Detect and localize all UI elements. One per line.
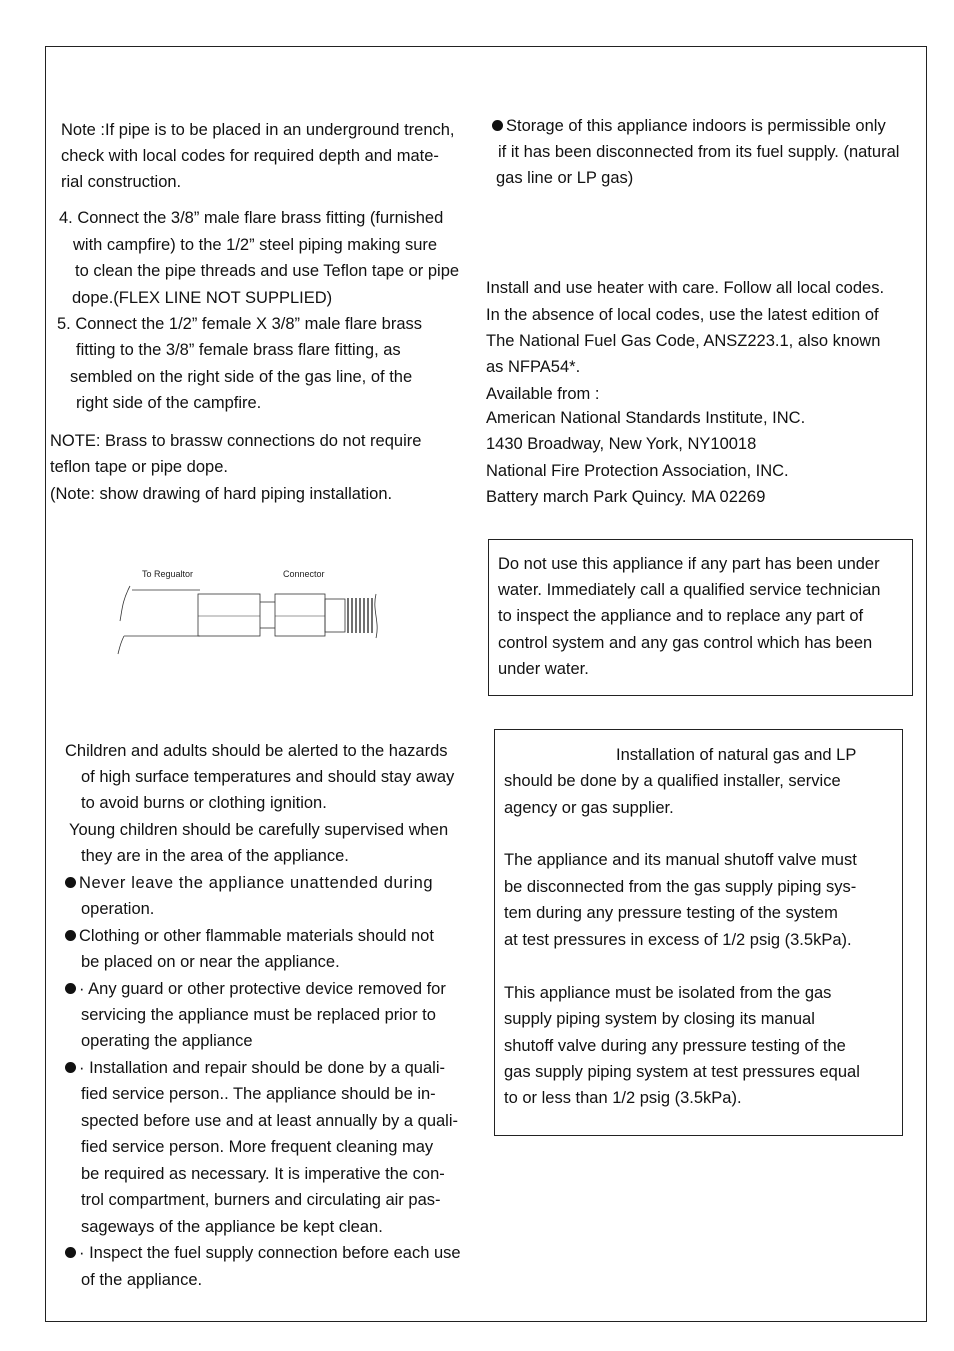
- connector-label: Connector: [283, 569, 325, 579]
- codes-line: National Fire Protection Association, INC.: [486, 462, 789, 480]
- water-warning-line: under water.: [498, 660, 589, 678]
- note-pipe-line: Note :If pipe is to be placed in an underground trench,: [61, 121, 455, 139]
- safety-line: Young children should be carefully supervised when: [69, 821, 449, 839]
- codes-line: American National Standards Institute, INC.: [486, 409, 806, 427]
- safety-line: operating the appliance: [81, 1032, 253, 1050]
- safety-bullet-item: [65, 976, 446, 1002]
- codes-line: The National Fuel Gas Code, ANSZ223.1, also known: [486, 332, 881, 350]
- step5-line: sembled on the right side of the gas line, of the: [70, 368, 413, 386]
- bullet-icon: [65, 877, 76, 888]
- note-brass-line: (Note: show drawing of hard piping installation.: [50, 485, 393, 503]
- safety-bullet-item: [65, 1240, 461, 1266]
- safety-bullet-item: [65, 1055, 445, 1081]
- codes-line: In the absence of local codes, use the latest edition of: [486, 306, 879, 324]
- install-line: The appliance and its manual shutoff valve must: [504, 851, 857, 869]
- install-line: This appliance must be isolated from the gas: [504, 984, 832, 1002]
- regulator-label: To Regualtor: [142, 569, 194, 579]
- storage-line: if it has been disconnected from its fuel supply. (natural: [498, 143, 900, 161]
- step4-line: 4. Connect the 3/8” male flare brass fitting (furnished: [59, 209, 444, 227]
- safety-line: · Inspect the fuel supply connection before each use: [79, 1244, 461, 1262]
- bullet-icon: [65, 1247, 76, 1258]
- bullet-icon: [65, 1062, 76, 1073]
- codes-line: Install and use heater with care. Follow all local codes.: [486, 279, 885, 297]
- safety-line: Children and adults should be alerted to the hazards: [65, 742, 448, 760]
- install-line: Installation of natural gas and LP: [616, 746, 857, 764]
- codes-line: 1430 Broadway, New York, NY10018: [486, 435, 757, 453]
- safety-line: spected before use and at least annually by a quali-: [81, 1112, 459, 1130]
- safety-line: · Any guard or other protective device removed for: [79, 980, 446, 998]
- safety-line: servicing the appliance must be replaced prior to: [81, 1006, 436, 1024]
- install-line: at test pressures in excess of 1/2 psig (3.5kPa).: [504, 931, 852, 949]
- codes-line: as NFPA54*.: [486, 358, 581, 376]
- safety-line: be required as necessary. It is imperative the con-: [81, 1165, 445, 1183]
- step5-line: fitting to the 3/8” female brass flare fitting, as: [76, 341, 401, 359]
- codes-line: Battery march Park Quincy. MA 02269: [486, 488, 766, 506]
- water-warning-line: water. Immediately call a qualified service technician: [498, 581, 881, 599]
- safety-line: Clothing or other flammable materials should not: [79, 927, 434, 945]
- safety-line: to avoid burns or clothing ignition.: [81, 794, 327, 812]
- safety-line: they are in the area of the appliance.: [81, 847, 349, 865]
- storage-bullet-item: [492, 113, 886, 139]
- bullet-icon: [65, 930, 76, 941]
- safety-line: of high surface temperatures and should stay away: [81, 768, 455, 786]
- safety-line: be placed on or near the appliance.: [81, 953, 340, 971]
- install-line: tem during any pressure testing of the system: [504, 904, 838, 922]
- note-brass-line: teflon tape or pipe dope.: [50, 458, 228, 476]
- codes-line: Available from :: [486, 385, 600, 403]
- note-pipe-line: check with local codes for required depth and mate-: [61, 147, 439, 165]
- safety-line: of the appliance.: [81, 1271, 203, 1289]
- safety-line: fied service person. More frequent cleaning may: [81, 1138, 434, 1156]
- install-line: gas supply piping system at test pressures equal: [504, 1063, 860, 1081]
- water-warning-line: control system and any gas control which has been: [498, 634, 873, 652]
- step5-line: right side of the campfire.: [76, 394, 262, 412]
- note-pipe-line: rial construction.: [61, 173, 182, 191]
- note-brass-line: NOTE: Brass to brassw connections do not require: [50, 432, 422, 450]
- install-line: be disconnected from the gas supply piping sys-: [504, 878, 857, 896]
- storage-line: gas line or LP gas): [496, 169, 634, 187]
- step4-line: with campfire) to the 1/2” steel piping making sure: [73, 236, 438, 254]
- safety-line: sageways of the appliance be kept clean.: [81, 1218, 383, 1236]
- install-line: shutoff valve during any pressure testing of the: [504, 1037, 846, 1055]
- step4-line: dope.(FLEX LINE NOT SUPPLIED): [72, 289, 333, 307]
- piping-diagram: [110, 566, 400, 666]
- water-warning-line: to inspect the appliance and to replace any part of: [498, 607, 864, 625]
- bullet-icon: [492, 120, 503, 131]
- safety-line: operation.: [81, 900, 155, 918]
- install-line: agency or gas supplier.: [504, 799, 674, 817]
- safety-line: · Installation and repair should be done by a quali-: [79, 1059, 445, 1077]
- storage-line: Storage of this appliance indoors is permissible only: [506, 117, 886, 135]
- safety-line: trol compartment, burners and circulating air pas-: [81, 1191, 441, 1209]
- safety-line: Never leave the appliance unattended during: [79, 874, 434, 892]
- install-line: supply piping system by closing its manual: [504, 1010, 815, 1028]
- step4-line: to clean the pipe threads and use Teflon tape or pipe: [75, 262, 460, 280]
- install-line: to or less than 1/2 psig (3.5kPa).: [504, 1089, 742, 1107]
- step5-line: 5. Connect the 1/2” female X 3/8” male flare brass: [57, 315, 423, 333]
- install-line: should be done by a qualified installer, service: [504, 772, 841, 790]
- water-warning-line: Do not use this appliance if any part has been under: [498, 555, 880, 573]
- safety-bullet-item: [65, 870, 433, 896]
- bullet-icon: [65, 983, 76, 994]
- safety-bullet-item: [65, 923, 434, 949]
- safety-line: fied service person.. The appliance should be in-: [81, 1085, 436, 1103]
